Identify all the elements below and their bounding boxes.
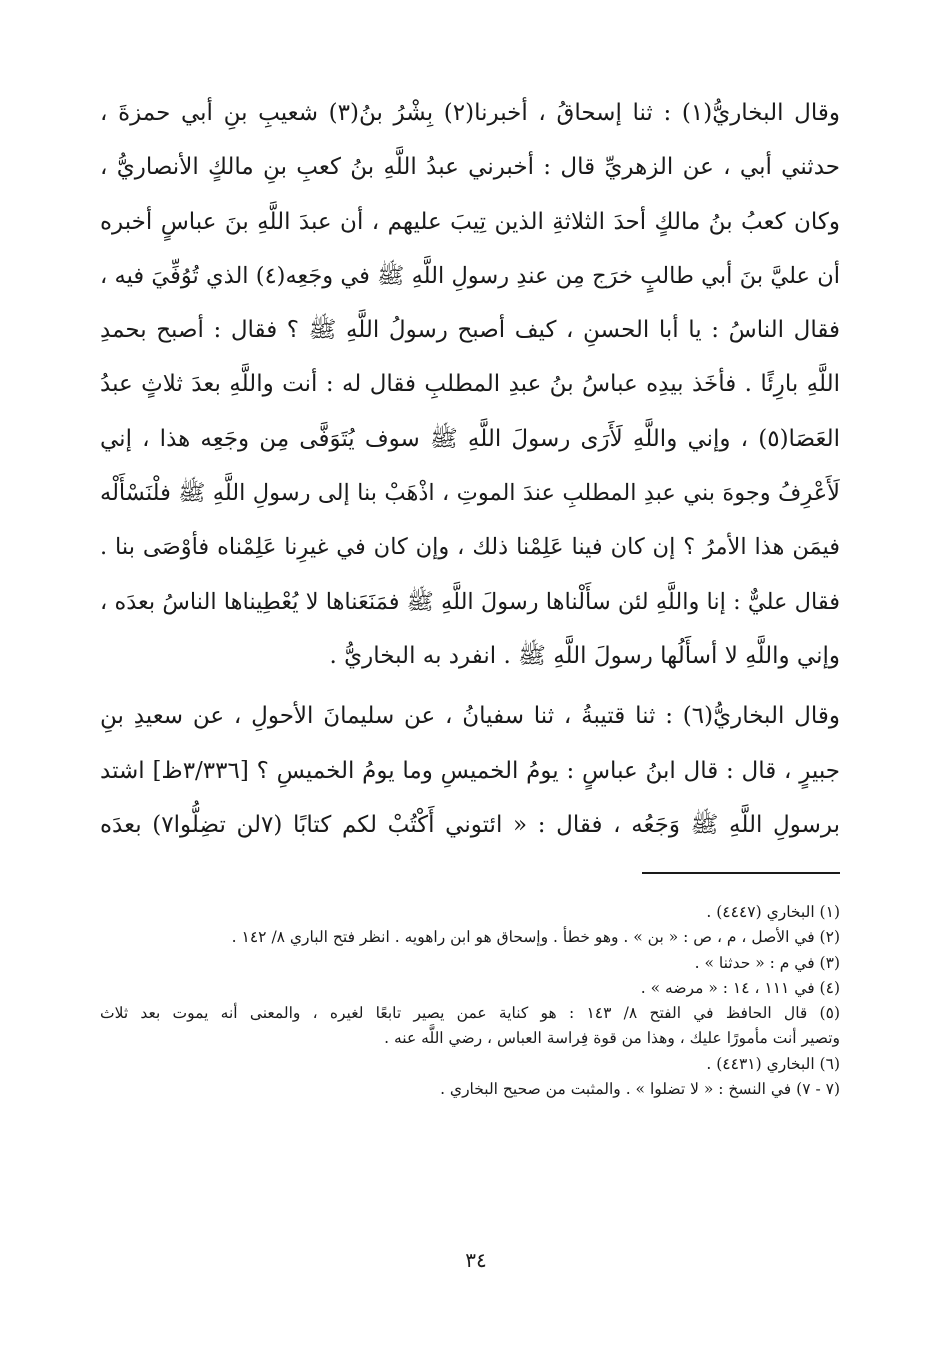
text-line: وقال البخاريُّ(١) : ثنا إسحاقُ ، أخبرنا(٢) بِشْرُ بنُ(٣) شعيبِ بنِ أبي حمزةَ ، xyxy=(100,100,840,126)
text-line: فيمَن هذا الأمرُ ؟ إن كان فينا عَلِمْنا ذلك ، وإن كان في غيرِنا عَلِمْناه فأوْصَى بنا . xyxy=(100,534,840,561)
text-line: اللَّهِ بارِئًا . فأخَذ بيدِه عباسُ بنُ عبدِ المطلبِ فقال له : أنت واللَّهِ بعدَ ثلاثٍ عبدُ xyxy=(100,371,840,398)
footnote: (٢) في الأصل ، م ، ص : « بن » . وهو خطأ . وإسحاق هو ابن راهويه . انظر فتح الباري ٨/ ١٤٢ . xyxy=(231,928,840,947)
footnote: (١) البخاري (٤٤٤٧) . xyxy=(706,903,840,921)
footnotes xyxy=(100,900,840,1102)
footnote: (٧ - ٧) في النسخ : « لا تضلوا » . والمثبت من صحيح البخاري . xyxy=(440,1080,840,1099)
text-line: وإني واللَّهِ لا أسأَلُها رسولَ اللَّهِ ﷺ . انفرد به البخاريُّ . xyxy=(329,642,840,669)
page-number: ٣٤ xyxy=(465,1248,487,1272)
footnote: (٣) في م : « حدثنا » . xyxy=(694,953,840,972)
footnote: (٥) قال الحافظ في الفتح ٨/ ١٤٣ : هو كناية عمن يصير تابعًا لغيره ، والمعنى أنه يموت بعد ثلاث xyxy=(100,1004,841,1023)
text-line: برسولِ اللَّهِ ﷺ وَجَعُه ، فقال : « ائتوني أَكْتُبْ لكم كتابًا (٧لن تضِلُّوا٧) بعدَه xyxy=(100,811,840,838)
text-line: فقال عليٌّ : إنا واللَّهِ لئن سأَلْناها رسولَ اللَّهِ ﷺ فمَنَعَناها لا يُعْطِيناها الناسُ بعدَه ، xyxy=(100,588,840,615)
text-line: جبيرٍ ، قال : قال ابنُ عباسٍ : يومُ الخميسِ وما يومُ الخميسِ ؟ [٣/٣٣٦ظ] اشتد xyxy=(100,757,840,784)
text-line: فقال الناسُ : يا أبا الحسنِ ، كيف أصبح رسولُ اللَّهِ ﷺ ؟ فقال : أصبح بحمدِ xyxy=(100,317,840,344)
main-text xyxy=(100,86,840,852)
text-line: لَأَعْرِفُ وجوهَ بني عبدِ المطلبِ عندَ الموتِ ، اذْهَبْ بنا إلى رسولِ اللَّهِ ﷺ فلْنَسْأَلْه xyxy=(100,480,840,507)
text-line: العَصَا(٥) ، وإني واللَّهِ لَأَرَى رسولَ اللَّهِ ﷺ سوف يُتَوَفَّى مِن وجَعِه هذا ، إني xyxy=(100,425,840,452)
footnote-continuation: وتصير أنت مأمورًا عليك ، وهذا من قوة فِراسة العباس ، رضي اللَّه عنه . xyxy=(384,1029,840,1048)
text-line: حدثني أبي ، عن الزهريِّ قال : أخبرني عبدُ اللَّهِ بنُ كعبِ بنِ مالكٍ الأنصاريُّ ، xyxy=(100,154,840,181)
text-line: وكان كعبُ بنُ مالكٍ أحدَ الثلاثةِ الذين تِيبَ عليهم ، أن عبدَ اللَّهِ بنَ عباسٍ أخبره xyxy=(100,208,840,235)
footnote: (٤) في ١١١ ، ١٤ : « مرضه » . xyxy=(640,978,840,997)
footnote-separator xyxy=(642,872,840,874)
footnote: (٦) البخاري (٤٤٣١) . xyxy=(706,1054,840,1073)
text-line: وقال البخاريُّ(٦) : ثنا قتيبةُ ، ثنا سفيانُ ، عن سليمانَ الأحولِ ، عن سعيدِ بنِ xyxy=(100,703,840,730)
text-line: أن عليَّ بنَ أبي طالبٍ خرَج مِن عندِ رسولِ اللَّهِ ﷺ في وجَعِه(٤) الذي تُوُفِّيَ فيه ، xyxy=(100,262,840,289)
